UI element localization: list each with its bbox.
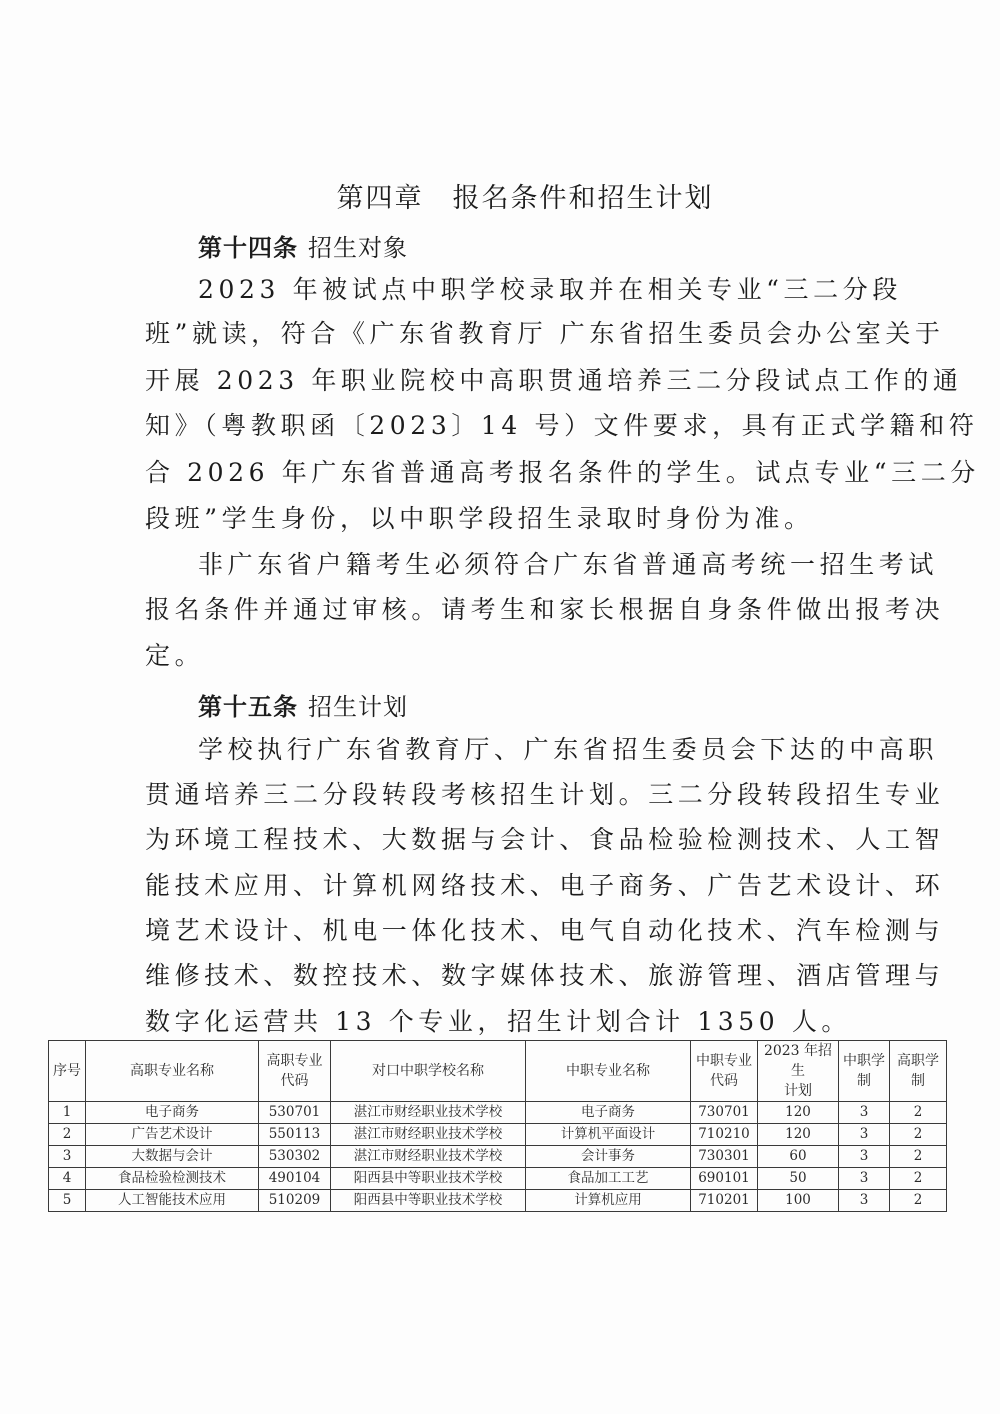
cell-secondary-duration: 3 <box>839 1124 890 1146</box>
cell-2023-plan: 60 <box>758 1146 839 1168</box>
cell-secondary-school-name: 阳西县中等职业技术学校 <box>331 1190 526 1212</box>
cell-secondary-major-code: 730301 <box>691 1146 758 1168</box>
cell-higher-major-code: 510209 <box>259 1190 331 1212</box>
table-row <box>49 1168 947 1190</box>
table-header-row <box>49 1041 947 1102</box>
cell-2023-plan: 100 <box>758 1190 839 1212</box>
cell-higher-major-name: 人工智能技术应用 <box>86 1190 259 1212</box>
text-line: 数字化运营共 13 个专业，招生计划合计 1350 人。 <box>145 1007 852 1036</box>
cell-secondary-school-name: 阳西县中等职业技术学校 <box>331 1168 526 1190</box>
header-secondary-major-name: 中职专业名称 <box>526 1041 691 1102</box>
cell-secondary-major-code: 710201 <box>691 1190 758 1212</box>
header-secondary-school-name: 对口中职学校名称 <box>331 1041 526 1102</box>
text-line: 2023 年被试点中职学校录取并在相关专业“三二分段 <box>198 275 902 304</box>
cell-index: 2 <box>49 1124 86 1146</box>
cell-secondary-duration: 3 <box>839 1146 890 1168</box>
cell-higher-duration: 2 <box>890 1190 947 1212</box>
cell-higher-major-name: 广告艺术设计 <box>86 1124 259 1146</box>
cell-higher-major-code: 550113 <box>259 1124 331 1146</box>
cell-secondary-school-name: 湛江市财经职业技术学校 <box>331 1124 526 1146</box>
header-secondary-major-code: 中职专业 代码 <box>691 1041 758 1102</box>
cell-secondary-major-name: 计算机应用 <box>526 1190 691 1212</box>
cell-index: 4 <box>49 1168 86 1190</box>
article-15-title <box>198 687 408 722</box>
cell-secondary-school-name: 湛江市财经职业技术学校 <box>331 1102 526 1124</box>
cell-secondary-duration: 3 <box>839 1168 890 1190</box>
cell-secondary-duration: 3 <box>839 1102 890 1124</box>
cell-higher-major-name: 大数据与会计 <box>86 1146 259 1168</box>
cell-2023-plan: 120 <box>758 1102 839 1124</box>
text-line: 班”就读，符合《广东省教育厅 广东省招生委员会办公室关于 <box>145 319 945 348</box>
cell-higher-duration: 2 <box>890 1168 947 1190</box>
table-row <box>49 1124 947 1146</box>
chapter-title: 第四章 报名条件和招生计划 <box>336 183 714 214</box>
enrollment-plan-table <box>48 1040 947 1212</box>
cell-index: 5 <box>49 1190 86 1212</box>
text-line: 维修技术、数控技术、数字媒体技术、旅游管理、酒店管理与 <box>145 961 945 990</box>
cell-higher-duration: 2 <box>890 1102 947 1124</box>
text-line: 合 2026 年广东省普通高考报名条件的学生。试点专业“三二分 <box>145 458 980 487</box>
cell-higher-major-name: 食品检验检测技术 <box>86 1168 259 1190</box>
cell-secondary-school-name: 湛江市财经职业技术学校 <box>331 1146 526 1168</box>
cell-secondary-duration: 3 <box>839 1190 890 1212</box>
cell-higher-major-code: 490104 <box>259 1168 331 1190</box>
cell-higher-duration: 2 <box>890 1124 947 1146</box>
cell-higher-major-code: 530701 <box>259 1102 331 1124</box>
text-line: 非广东省户籍考生必须符合广东省普通高考统一招生考试 <box>198 550 939 579</box>
table-row <box>49 1190 947 1212</box>
article-15-heading: 招生计划 <box>308 693 408 721</box>
table-row <box>49 1146 947 1168</box>
article-14-number: 第十四条 <box>198 233 298 262</box>
text-line: 能技术应用、计算机网络技术、电子商务、广告艺术设计、环 <box>145 871 945 900</box>
cell-higher-major-code: 530302 <box>259 1146 331 1168</box>
header-2023-plan: 2023 年招生 计划 <box>758 1041 839 1102</box>
text-line: 学校执行广东省教育厅、广东省招生委员会下达的中高职 <box>198 735 939 764</box>
cell-higher-duration: 2 <box>890 1146 947 1168</box>
text-line: 开展 2023 年职业院校中高职贯通培养三二分段试点工作的通 <box>145 366 963 395</box>
table-row <box>49 1102 947 1124</box>
cell-secondary-major-name: 会计事务 <box>526 1146 691 1168</box>
cell-higher-major-name: 电子商务 <box>86 1102 259 1124</box>
text-line: 贯通培养三二分段转段考核招生计划。三二分段转段招生专业 <box>145 780 945 809</box>
cell-2023-plan: 50 <box>758 1168 839 1190</box>
header-higher-major-code: 高职专业 代码 <box>259 1041 331 1102</box>
cell-secondary-major-code: 690101 <box>691 1168 758 1190</box>
article-14-title <box>198 228 408 263</box>
text-line: 知》（粤教职函〔2023〕14 号）文件要求，具有正式学籍和符 <box>145 411 979 440</box>
cell-index: 1 <box>49 1102 86 1124</box>
article-14-heading: 招生对象 <box>308 234 408 262</box>
header-secondary-duration: 中职学 制 <box>839 1041 890 1102</box>
text-line: 境艺术设计、机电一体化技术、电气自动化技术、汽车检测与 <box>145 916 945 945</box>
text-line: 段班”学生身份，以中职学段招生录取时身份为准。 <box>145 504 814 533</box>
header-higher-duration: 高职学 制 <box>890 1041 947 1102</box>
cell-index: 3 <box>49 1146 86 1168</box>
text-line: 定。 <box>145 641 205 670</box>
header-higher-major-name: 高职专业名称 <box>86 1041 259 1102</box>
cell-secondary-major-name: 食品加工工艺 <box>526 1168 691 1190</box>
cell-secondary-major-code: 730701 <box>691 1102 758 1124</box>
text-line: 报名条件并通过审核。请考生和家长根据自身条件做出报考决 <box>145 595 945 624</box>
text-line: 为环境工程技术、大数据与会计、食品检验检测技术、人工智 <box>145 825 945 854</box>
header-index: 序号 <box>49 1041 86 1102</box>
cell-secondary-major-name: 计算机平面设计 <box>526 1124 691 1146</box>
cell-secondary-major-name: 电子商务 <box>526 1102 691 1124</box>
article-15-number: 第十五条 <box>198 692 298 721</box>
cell-2023-plan: 120 <box>758 1124 839 1146</box>
cell-secondary-major-code: 710210 <box>691 1124 758 1146</box>
